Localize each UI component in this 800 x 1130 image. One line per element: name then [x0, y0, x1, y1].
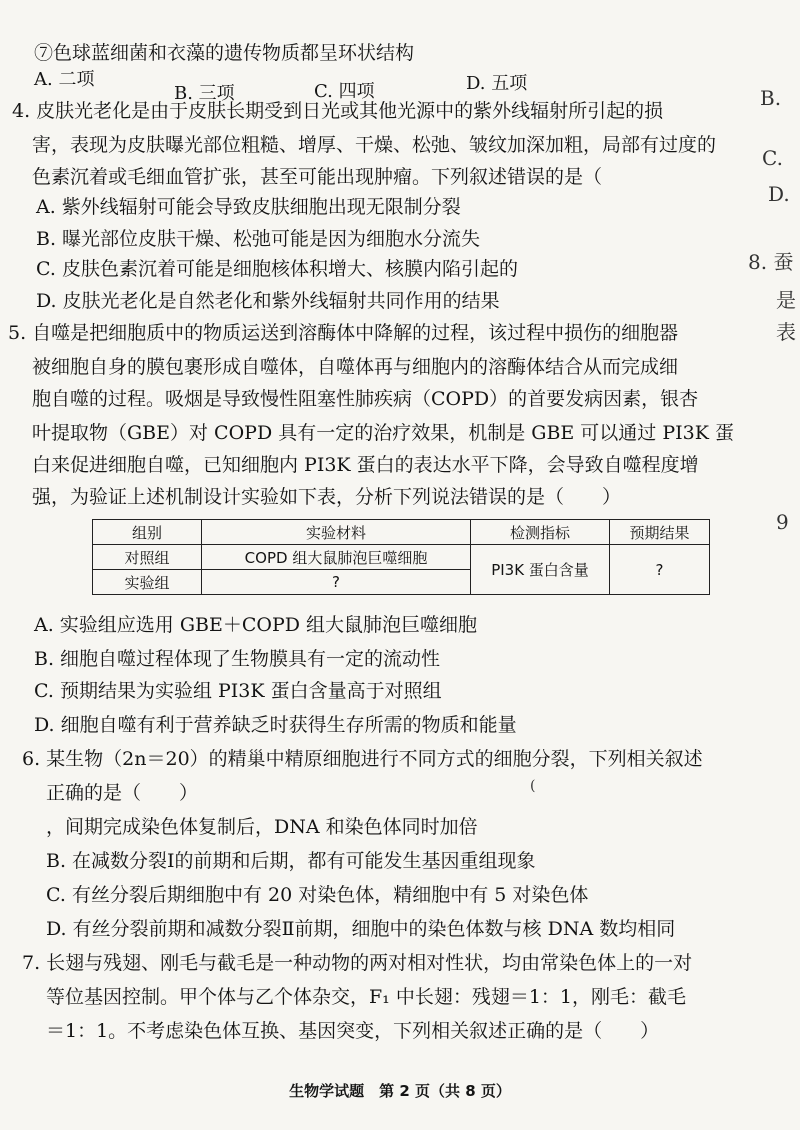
q6-option-a: ，间期完成染色体复制后，DNA 和染色体同时加倍 — [46, 816, 478, 838]
q5-option-b: B. 细胞自噬过程体现了生物膜具有一定的流动性 — [34, 648, 441, 670]
edge-text-b: B. — [760, 86, 782, 110]
q4-stem-line-1: 4. 皮肤光老化是由于皮肤长期受到日光或其他光源中的紫外线辐射所引起的损 — [12, 100, 664, 122]
page-footer: 生物学试题 第 2 页（共 8 页） — [289, 1082, 511, 1100]
q4-option-a: A. 紫外线辐射可能会导致皮肤细胞出现无限制分裂 — [36, 196, 461, 218]
q3-statement-7: ⑦色球蓝细菌和衣藻的遗传物质都呈环状结构 — [34, 42, 415, 64]
q3-option-a: A. 二项 — [34, 69, 95, 90]
header-expected: 预期结果 — [610, 520, 710, 545]
q3-option-b: B. 三项 — [174, 83, 235, 104]
experiment-table — [92, 519, 710, 595]
table-header-row — [93, 520, 710, 545]
header-indicator: 检测指标 — [471, 520, 610, 545]
q7-stem-line-1: 7. 长翅与残翅、刚毛与截毛是一种动物的两对相对性状，均由常染色体上的一对 — [22, 952, 693, 974]
q7-stem-line-2: 等位基因控制。甲个体与乙个体杂交，F₁ 中长翅：残翅＝1：1，刚毛：截毛 — [46, 986, 687, 1008]
edge-text-shi: 是 — [776, 288, 796, 312]
q4-option-b: B. 曝光部位皮肤干燥、松弛可能是因为细胞水分流失 — [36, 228, 481, 250]
q5-stem-line-5: 白来促进细胞自噬，已知细胞内 PI3K 蛋白的表达水平下降，会导致自噬程度增 — [32, 454, 699, 476]
cell-material: ? — [202, 570, 471, 595]
edge-text-d: D. — [768, 182, 790, 206]
q5-option-c: C. 预期结果为实验组 PI3K 蛋白含量高于对照组 — [34, 680, 442, 702]
q7-stem-line-3: ＝1：1。不考虑染色体互换、基因突变，下列相关叙述正确的是（ ） — [46, 1020, 660, 1042]
header-group: 组别 — [93, 520, 202, 545]
q6-stem-line-2: 正确的是（ ） — [46, 782, 199, 804]
cell-group: 对照组 — [93, 545, 202, 570]
q6-option-c: C. 有丝分裂后期细胞中有 20 对染色体，精细胞中有 5 对染色体 — [46, 884, 589, 906]
header-material: 实验材料 — [202, 520, 471, 545]
edge-text-c: C. — [762, 146, 783, 170]
edge-text-biao: 表 — [776, 320, 796, 344]
cell-expected: ? — [610, 545, 710, 595]
q6-option-b: B. 在减数分裂Ⅰ的前期和后期，都有可能发生基因重组现象 — [46, 850, 536, 872]
q4-option-d: D. 皮肤光老化是自然老化和紫外线辐射共同作用的结果 — [36, 290, 500, 312]
edge-text-8: 8. 蚕 — [748, 250, 794, 274]
q3-options — [34, 68, 634, 104]
q4-option-c: C. 皮肤色素沉着可能是细胞核体积增大、核膜内陷引起的 — [36, 258, 518, 280]
stray-mark: ( — [530, 778, 536, 794]
q6-stem-line-1: 6. 某生物（2n＝20）的精巢中精原细胞进行不同方式的细胞分裂，下列相关叙述 — [22, 748, 703, 770]
q6-option-d: D. 有丝分裂前期和减数分裂Ⅱ前期，细胞中的染色体数与核 DNA 数均相同 — [46, 918, 676, 940]
cell-group: 实验组 — [93, 570, 202, 595]
q4-stem-line-2: 害，表现为皮肤曝光部位粗糙、增厚、干燥、松弛、皱纹加深加粗，局部有过度的 — [32, 134, 717, 156]
q5-stem-line-6: 强，为验证上述机制设计实验如下表，分析下列说法错误的是（ ） — [32, 486, 622, 508]
table-row — [93, 545, 710, 570]
q3-option-c: C. 四项 — [314, 81, 375, 102]
q5-stem-line-3: 胞自噬的过程。吸烟是导致慢性阻塞性肺疾病（COPD）的首要发病因素，银杏 — [32, 388, 699, 410]
q5-option-d: D. 细胞自噬有利于营养缺乏时获得生存所需的物质和能量 — [34, 714, 517, 736]
q5-stem-line-2: 被细胞自身的膜包裹形成自噬体，自噬体再与细胞内的溶酶体结合从而完成细 — [32, 356, 679, 378]
q5-stem-line-4: 叶提取物（GBE）对 COPD 具有一定的治疗效果，机制是 GBE 可以通过 PI3K 蛋 — [32, 422, 734, 444]
cell-material: COPD 组大鼠肺泡巨噬细胞 — [202, 545, 471, 570]
q4-stem-line-3: 色素沉着或毛细血管扩张，甚至可能出现肿瘤。下列叙述错误的是（ — [32, 166, 603, 188]
edge-text-9: 9 — [776, 510, 789, 534]
q3-option-d: D. 五项 — [466, 73, 528, 94]
q5-stem-line-1: 5. 自噬是把细胞质中的物质运送到溶酶体中降解的过程，该过程中损伤的细胞器 — [8, 322, 679, 344]
cell-indicator: PI3K 蛋白含量 — [471, 545, 610, 595]
q5-option-a: A. 实验组应选用 GBE＋COPD 组大鼠肺泡巨噬细胞 — [34, 614, 478, 636]
